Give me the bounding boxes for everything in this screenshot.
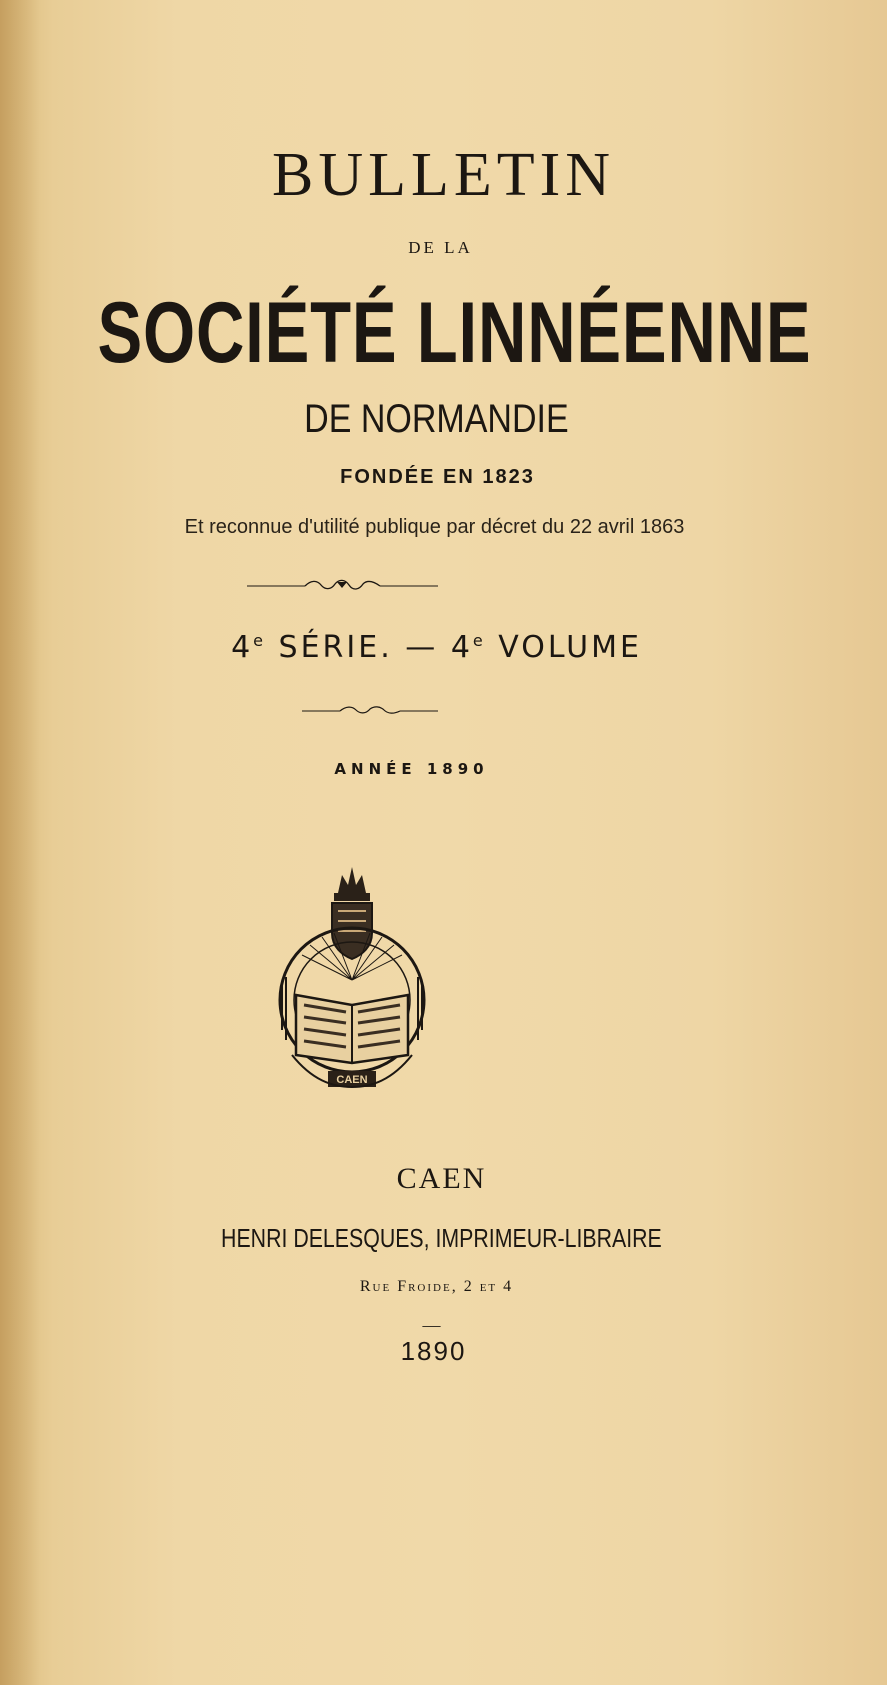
recognition-statement: Et reconnue d'utilité publique par décret du 22 avril 1863 (184, 516, 685, 538)
page-title: BULLETIN (271, 141, 616, 209)
publication-year: 1890 (400, 1336, 467, 1366)
society-seal (272, 855, 432, 1105)
series-volume: 4e SÉRIE. — 4e VOLUME (231, 630, 642, 665)
region-name: DE NORMANDIE (304, 397, 569, 441)
title-connector: DE LA (408, 238, 473, 257)
society-name: SOCIÉTÉ LINNÉENNE (97, 285, 812, 381)
publication-city: CAEN (396, 1162, 487, 1195)
year-label: ANNÉE 1890 (334, 760, 489, 778)
publisher-name: HENRI DELESQUES, IMPRIMEUR-LIBRAIRE (221, 1223, 662, 1253)
publisher-address: Rue Froide, 2 et 4 (359, 1278, 514, 1295)
ornament-divider-small (300, 705, 440, 715)
separator-dash: — (422, 1315, 441, 1335)
founding-date: FONDÉE EN 1823 (340, 466, 535, 488)
seal-label: CAEN (336, 1074, 368, 1086)
ornament-divider (245, 578, 440, 592)
